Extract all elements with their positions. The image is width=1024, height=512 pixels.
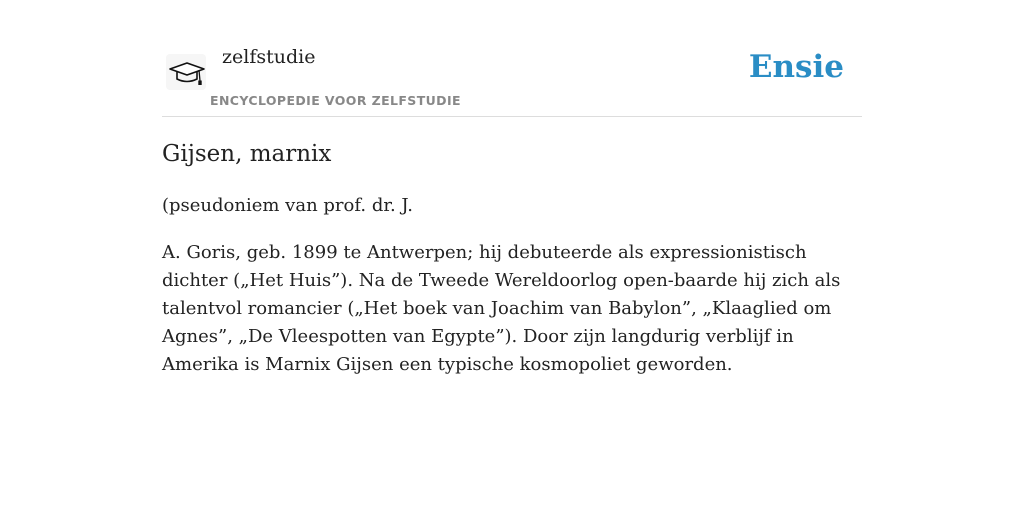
site-header [162,40,862,117]
article-paragraph: A. Goris, geb. 1899 te Antwerpen; hij debuteerde als expressionistisch dichter („Het Huis”). Na de Tweede Wereldoorlog open-baarde hij zich als talentvol romancier („Het boek van Joachim van Babylon”, „Klaaglied om Agnes”, „De Vleespotten van Egypte”). Door zijn langdurig verblijf in Amerika is Marnix Gijsen een typische kosmopoliet geworden. [162,242,841,375]
site-name[interactable]: zelfstudie [222,46,316,68]
brand-logo-link[interactable]: Ensie [748,49,844,85]
article [162,136,842,379]
site-tagline: ENCYCLOPEDIE VOOR ZELFSTUDIE [210,93,461,108]
article-title: Gijsen, marnix [162,141,332,167]
graduation-cap-icon[interactable] [166,54,206,90]
article-paragraph: (pseudoniem van prof. dr. J. [162,195,413,216]
